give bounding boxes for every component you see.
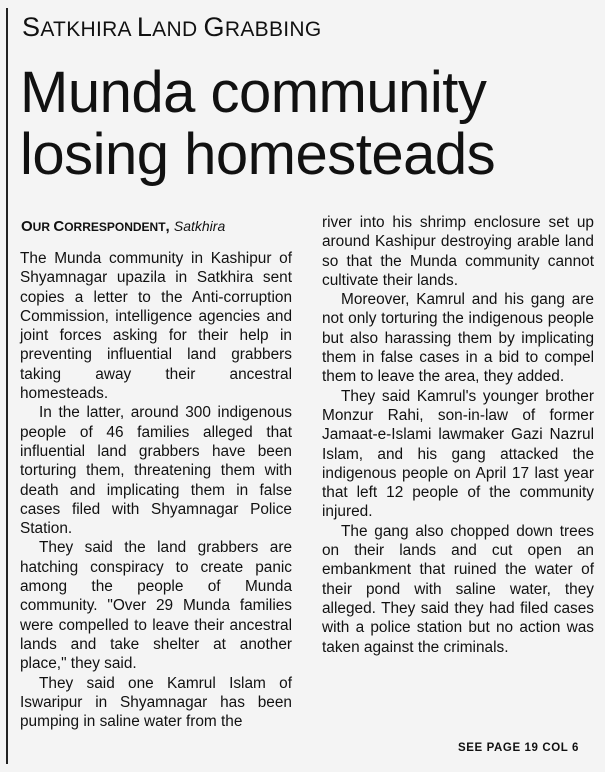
section-kicker: SATKHIRA LAND GRABBING	[22, 12, 322, 42]
paragraph: They said one Kamrul Islam of Iswaripur in Shyamnagar has been pumping in saline water from the	[20, 674, 292, 731]
paragraph: In the latter, around 300 indigenous people of 46 families alleged that influential land grabbers have been torturing them, threatening them with death and implicating them in false cases filed with Shyamnagar Police Station.	[20, 404, 292, 538]
paragraph: They said Kamrul's younger brother Monzur Rahi, son-in-law of former Jamaat-e-Islami lawmaker Gazi Nazrul Islam, and his gang attacked the indigenous people on April 17 last year that left 12 people of the community injured.	[322, 387, 594, 521]
paragraph: Moreover, Kamrul and his gang are not only torturing the indigenous people but also harassing them by implicating them in false cases in a bid to compel them to leave the area, they added.	[322, 291, 594, 386]
byline-location: Satkhira	[173, 218, 226, 234]
headline-line-1: Munda community	[20, 60, 487, 125]
paragraph: The Munda community in Kashipur of Shyamnagar upazila in Satkhira sent copies a letter to the Anti-corruption Commission, intelligence agencies and joint forces asking for their help in preventing influential land grabbers taking away their ancestral homesteads.	[20, 250, 292, 403]
continuation-jump-line: SEE PAGE 19 COL 6	[458, 742, 579, 754]
headline-line-2: losing homesteads	[20, 122, 496, 187]
column-rule	[6, 8, 8, 764]
paragraph: The gang also chopped down trees on their lands and cut open an embankment that ruined the water of their pond with saline water, they alleged. They said they had filed cases with a police station but no action was taken against the criminals.	[322, 522, 594, 656]
byline-author: OUR CORRESPONDENT,	[21, 218, 170, 235]
paragraph: river into his shrimp enclosure set up around Kashipur destroying arable land so that the Munda community cannot cultivate their lands.	[322, 214, 594, 289]
article-column-1	[20, 249, 292, 731]
byline	[21, 218, 225, 235]
headline	[20, 62, 495, 186]
article-column-2	[322, 213, 594, 657]
paragraph: They said the land grabbers are hatching conspiracy to create panic among the people of Munda community. "Over 29 Munda families were compelled to leave their ancestral lands and take shelter at another place," they said.	[20, 539, 292, 673]
